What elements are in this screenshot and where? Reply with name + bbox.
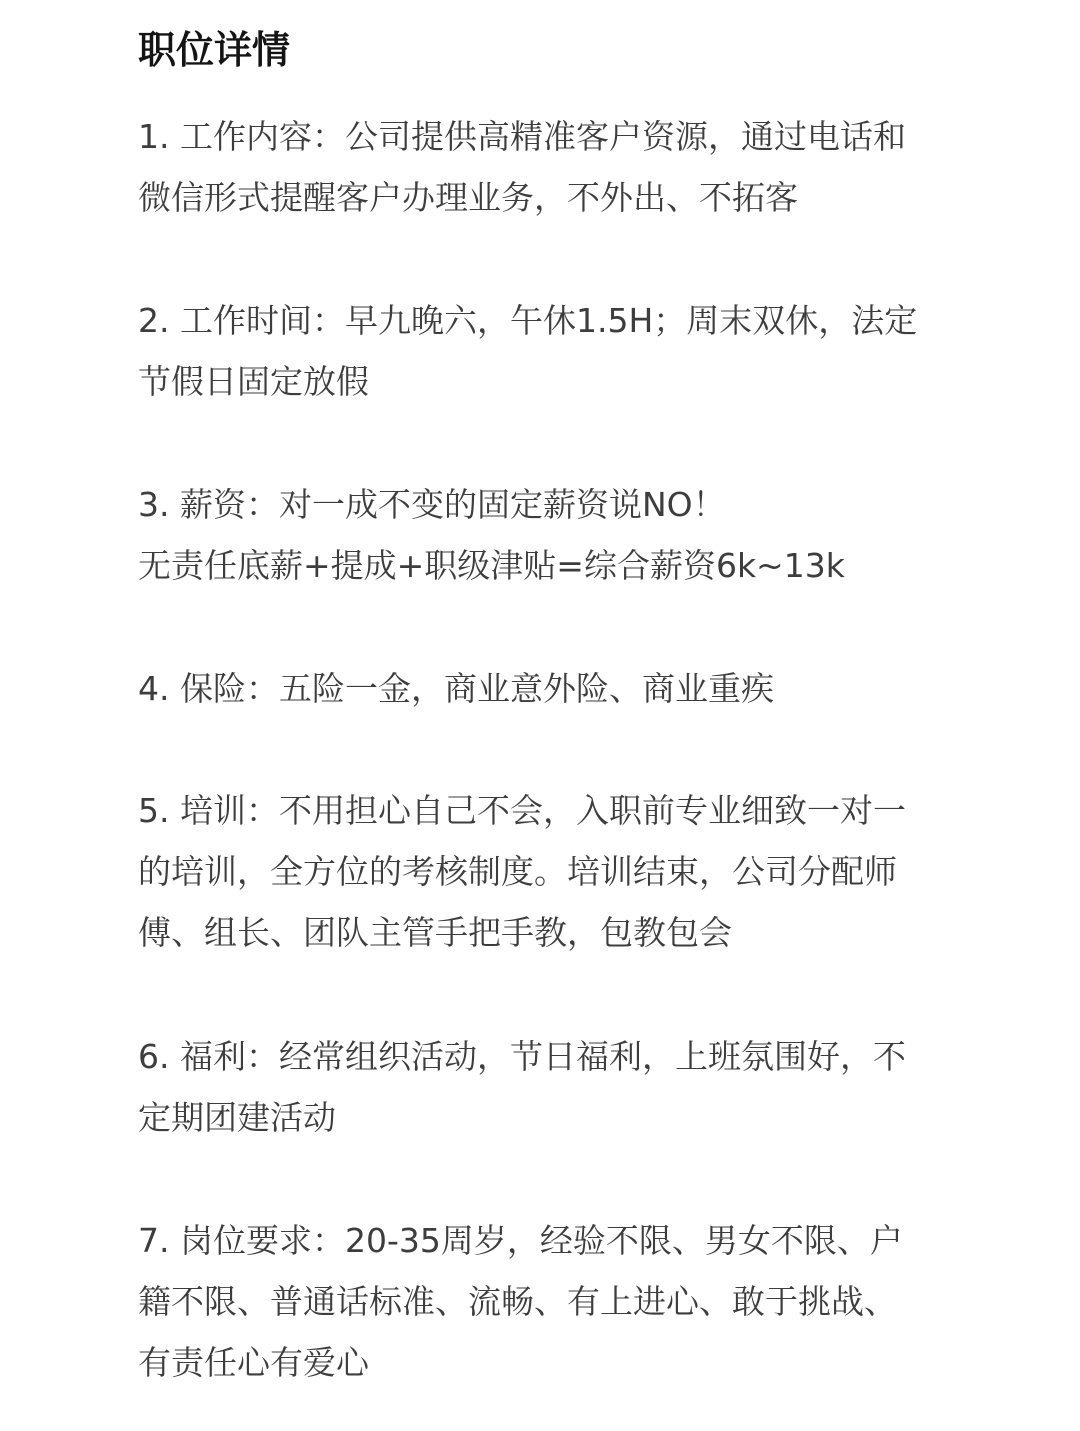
- item-text-line: 1. 工作内容：公司提供高精准客户资源，通过电话和: [138, 117, 906, 156]
- job-detail-item-training: [138, 780, 938, 963]
- job-detail-item-salary: [138, 474, 938, 596]
- item-text-line: 籍不限、普通话标准、流畅、有上进心、敢于挑战、: [138, 1282, 897, 1321]
- job-detail-item-work-hours: [138, 290, 938, 412]
- item-text-line: 2. 工作时间：早九晚六，午休1.5H；周末双休，法定: [138, 301, 918, 340]
- item-text-line: 5. 培训：不用担心自己不会，入职前专业细致一对一: [138, 791, 906, 830]
- item-text-line: 的培训，全方位的考核制度。培训结束，公司分配师: [138, 852, 897, 891]
- item-text-line: 微信形式提醒客户办理业务，不外出、不拓客: [138, 178, 798, 217]
- item-text-line: 3. 薪资：对一成不变的固定薪资说NO！: [138, 485, 726, 524]
- item-text-line: 6. 福利：经常组织活动，节日福利，上班氛围好，不: [138, 1037, 906, 1076]
- item-text-line: 无责任底薪+提成+职级津贴=综合薪资6k~13k: [138, 546, 845, 585]
- item-text-line: 定期团建活动: [138, 1098, 336, 1137]
- item-text-line: 节假日固定放假: [138, 362, 369, 401]
- item-text-line: 傅、组长、团队主管手把手教，包教包会: [138, 913, 732, 952]
- item-text-line: 有责任心有爱心: [138, 1343, 369, 1382]
- page-title: 职位详情: [138, 28, 291, 72]
- item-text-line: 4. 保险：五险一金，商业意外险、商业重疾: [138, 669, 774, 708]
- item-text-line: 7. 岗位要求：20-35周岁，经验不限、男女不限、户: [138, 1221, 903, 1260]
- job-detail-item-benefits: [138, 1026, 938, 1148]
- job-detail-item-requirements: [138, 1210, 938, 1393]
- job-detail-item-insurance: [138, 658, 938, 719]
- job-detail-item-work-content: [138, 106, 938, 228]
